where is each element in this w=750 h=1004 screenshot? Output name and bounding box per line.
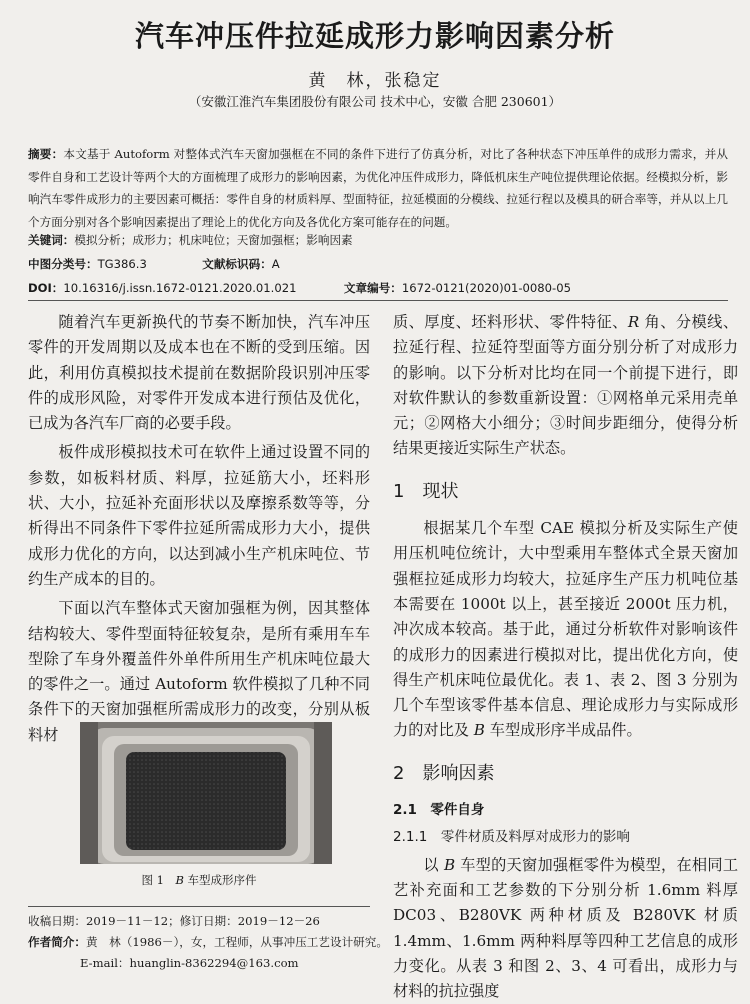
classification-row — [28, 256, 728, 272]
author-bio-text: 黄 林（1986－），女，工程师，从事冲压工艺设计研究。 — [85, 935, 388, 949]
intro-paragraph-2: 板件成形模拟技术可在软件上通过设置不同的参数，如板料材质、料厚，拉延筋大小，坯料形状、大小，拉延补充面形状以及摩擦系数等等，分析得出不同条件下零件拉延所需成形力大小，提供成形力优化的方向，以达到减小生产机床吨位、节约生产成本的目的。 — [28, 443, 370, 588]
right-paragraph-1 — [393, 310, 738, 462]
right-p2-ref: B — [473, 721, 485, 740]
section-2-1-1-heading: 2.1.1 零件材质及料厚对成形力的影响 — [393, 829, 630, 846]
right-paragraph-2 — [393, 516, 738, 744]
caption-ref: B — [175, 873, 184, 887]
paper-authors: 黄 林，张稳定 — [308, 71, 442, 91]
footnote-divider — [28, 906, 370, 907]
section-1-heading: 1 现状 — [393, 480, 459, 502]
keywords-label: 关键词： — [28, 233, 75, 247]
received-dates: 收稿日期：2019－11－12；修订日期：2019－12－26 — [28, 914, 320, 928]
author-email: E-mail：huanglin-8362294@163.com — [80, 956, 299, 970]
doccode-label: 文献标识码： — [202, 257, 272, 271]
clc-label: 中图分类号： — [28, 257, 98, 271]
doi-row — [28, 280, 728, 296]
author-bio — [28, 934, 388, 950]
right-p3-part-c: 车型的天窗加强框零件为模型，在相同工艺补充面和工艺参数的下分别分析 1.6mm 料厚 DC03、B280VK 两种材质及 B280VK 材质 1.4mm、1.6mm 两种料厚等四种工艺信息的成形力变化。从表 3 和图 2、3、4 可看出，成形力与材料的抗拉强度 — [393, 855, 739, 1001]
clc-value: TG386.3 — [97, 257, 147, 271]
right-p3-part-a: 以 — [423, 855, 444, 874]
figure-1-photo — [80, 722, 332, 864]
stamped-panel-image — [80, 722, 332, 864]
intro-paragraph-3: 下面以汽车整体式天窗加强框为例，因其整体结构较大、零件型面特征较复杂，是所有乘用车车型除了车身外覆盖件外单件所用生产机床吨位最大的零件之一。通过 Autoform 软件模拟了几种不同条件下的天窗加强框所需成形力的改变，分别从板料材 — [28, 599, 370, 744]
doccode-value: A — [271, 257, 280, 271]
left-column — [28, 310, 370, 748]
section-2-1-heading: 2.1 零件自身 — [393, 802, 485, 819]
section-2-heading: 2 影响因素 — [393, 762, 495, 784]
header-divider — [28, 300, 728, 301]
paper-affiliation: （安徽江淮汽车集团股份有限公司 技术中心，安徽 合肥 230601） — [188, 94, 562, 109]
caption-prefix: 图 1 — [141, 873, 176, 887]
right-p3-ref: B — [443, 855, 456, 874]
abstract — [28, 143, 728, 233]
right-p2-part-a: 根据某几个车型 CAE 模拟分析及实际生产使用压机吨位统计，大中型乘用车整体式全景天窗加强框拉延成形力均较大，拉延序生产压力机吨位基本需要在 1000t 以上，甚至接近 2000t 压力机，冲次成本较高。基于此，通过分析软件对影响该件的成形力的因素进行模拟对比，提出优化方向，使得生产机床吨位最优化。表 1、表 2、图 3 分别为几个车型该零件基本信息、理论成形力与实际成形力的对比及 — [393, 519, 738, 740]
right-p1-part-a: 质、厚度、坯料形状、零件特征、 — [393, 313, 628, 331]
right-p1-ref: R — [627, 313, 640, 331]
caption-text: 车型成形序件 — [183, 873, 257, 887]
keywords — [28, 232, 728, 248]
abstract-label: 摘要： — [28, 147, 64, 161]
doi-label: DOI： — [28, 281, 64, 295]
right-p1-part-b: 角、分模线、拉延行程、拉延符型面等方面分别分析了对成形力的影响。以下分析对比均在同一个前提下进行，即对软件默认的参数重新设置：①网格单元采用壳单元；②网格大小细分；③时间步距细分，使得分析结果更接近实际生产状态。 — [393, 313, 739, 458]
figure-1-caption — [28, 872, 370, 888]
abstract-text: 本文基于 Autoform 对整体式汽车天窗加强框在不同的条件下进行了仿真分析，对比了各种状态下冲压单件的成形力需求，并从零件自身和工艺设计等两个大的方面梳理了成形力的影响因素，为优化冲压件成形力，降低机床生产吨位提供理论依据。经模拟分析，影响汽车零件成形力的主要因素可概括：零件自身的材质料厚、型面特征，拉延模面的分模线、拉延行程以及模具的研合率等，并从以上几个方面分别对各个影响因素提出了理论上的优化方向及各优化方案可能存在的问题。 — [28, 147, 728, 229]
article-number-label: 文章编号： — [343, 281, 402, 295]
author-bio-label: 作者简介： — [28, 935, 86, 949]
right-paragraph-3 — [393, 853, 738, 1004]
doi-value: 10.16316/j.issn.1672-0121.2020.01.021 — [63, 281, 297, 295]
article-number-value: 1672-0121(2020)01-0080-05 — [401, 281, 571, 295]
keywords-text: 模拟分析；成形力；机床吨位；天窗加强框；影响因素 — [74, 233, 353, 247]
intro-paragraph-1: 随着汽车更新换代的节奏不断加快，汽车冲压零件的开发周期以及成本也在不断的受到压缩。因此，利用仿真模拟技术提前在数据阶段识别冲压零件的成形风险，对零件开发成本进行预估及优化，已成为各汽车厂商的必要手段。 — [28, 313, 370, 433]
paper-title: 汽车冲压件拉延成形力影响因素分析 — [134, 19, 615, 53]
right-p2-part-c: 车型成形序半成品件。 — [484, 721, 642, 740]
right-column — [393, 310, 738, 1004]
